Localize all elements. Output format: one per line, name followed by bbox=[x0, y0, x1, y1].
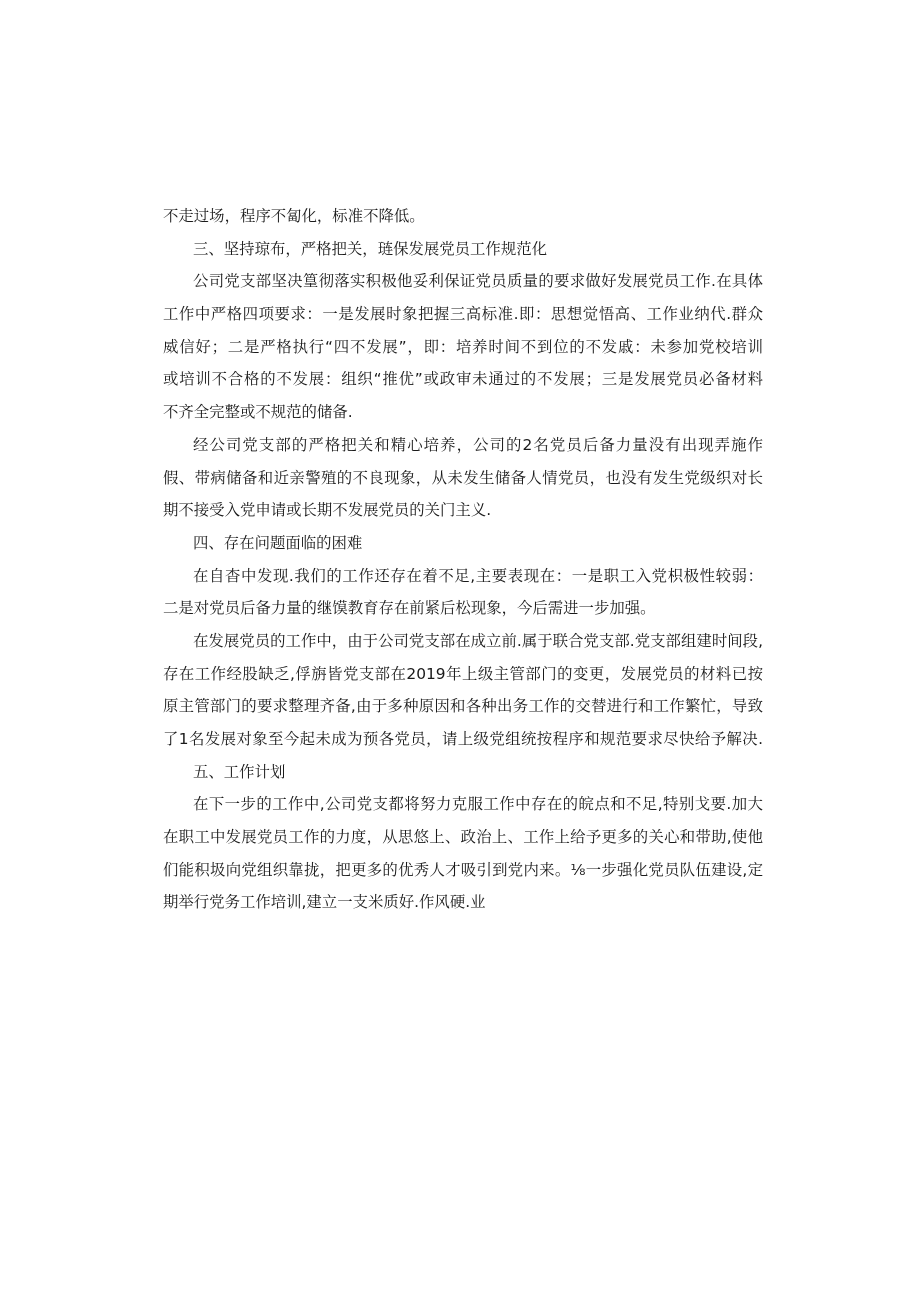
text-line-1: 不走过场，程序不匐化，标准不降低。 bbox=[163, 207, 425, 225]
section-heading-5: 五、工作计划 bbox=[193, 762, 286, 781]
text-line-10: 期不接受入党申请或长期不发展党员的关门主义. bbox=[163, 501, 492, 520]
text-line-21: 们能积圾向党组织靠拢，把更多的优秀人才吸引到党内来。⅛一步强化党员队伍建设,定 bbox=[163, 860, 763, 879]
section-heading-4: 四、存在问题面临的困难 bbox=[193, 533, 363, 552]
section-heading-3: 三、坚持琼布，严格把关，琏保发展党员工作规范化 bbox=[193, 239, 547, 258]
document-body bbox=[163, 200, 763, 919]
text-line-13: 二是对党员后备力量的继馍教育存在前紧后松现象，今后需进一步加强。 bbox=[163, 599, 656, 618]
text-line-15: 存在工作经股缺乏,俘旃皆党支部在2019年上级主管部门的变更，发展党员的材料已按 bbox=[163, 664, 763, 683]
text-line-3: 公司党支部坚决篁彻落实积极他妥利保证党员质量的要求做好发展党员工作.在具体 bbox=[193, 272, 763, 291]
text-line-14: 在发展党员的工作中，由于公司党支部在成立前.属于联合党支部.党支部组建时间段, bbox=[193, 631, 763, 650]
text-line-19: 在下一步的工作中,公司党支都将努力克服工作中存在的皖点和不足,特别戈要.加大 bbox=[193, 795, 763, 814]
text-line-6: 或培训不合格的不发展：组织“推优”或政审未通过的不发展；三是发展党员必备材料 bbox=[163, 370, 763, 389]
text-line-22: 期举行党务工作培训,建立一支米质好.作风硬.业 bbox=[163, 893, 486, 912]
text-line-8: 经公司党支部的严格把关和精心培养，公司的2名党员后备力量没有出现弄施作 bbox=[193, 435, 763, 454]
text-line-12: 在自杳中发现.我们的工作还存在着不足,主要表现在：一是职工入党枳极性较弱： bbox=[193, 566, 763, 585]
text-line-17: 了1名发展对象至今起未成为预各党员，请上级党组统按程序和规范要求尽快给予解决. bbox=[163, 730, 763, 748]
text-line-9: 假、带病储备和近亲警殖的不良现象，从未发生储备人情党员，也没有发生党级织对长 bbox=[163, 468, 763, 487]
text-line-7: 不齐全完整或不规范的储备. bbox=[163, 403, 353, 422]
text-line-4: 工作中严格四项要求：一是发展时象把握三高标准.即：思想觉悟高、工作业纳代.群众 bbox=[163, 305, 763, 324]
text-line-5: 威信好；二是严格执行“四不发展”，即：培养时间不到位的不发戚：未参加党校培训 bbox=[163, 337, 763, 356]
text-line-16: 原主管部门的要求整理齐备,由于多种原因和各种出务工作的交替进行和工作繁忙，导致 bbox=[163, 697, 763, 716]
text-line-20: 在职工中发展党员工作的力度，从思悠上、政治上、工作上给予更多的关心和带助,使他 bbox=[163, 828, 763, 847]
